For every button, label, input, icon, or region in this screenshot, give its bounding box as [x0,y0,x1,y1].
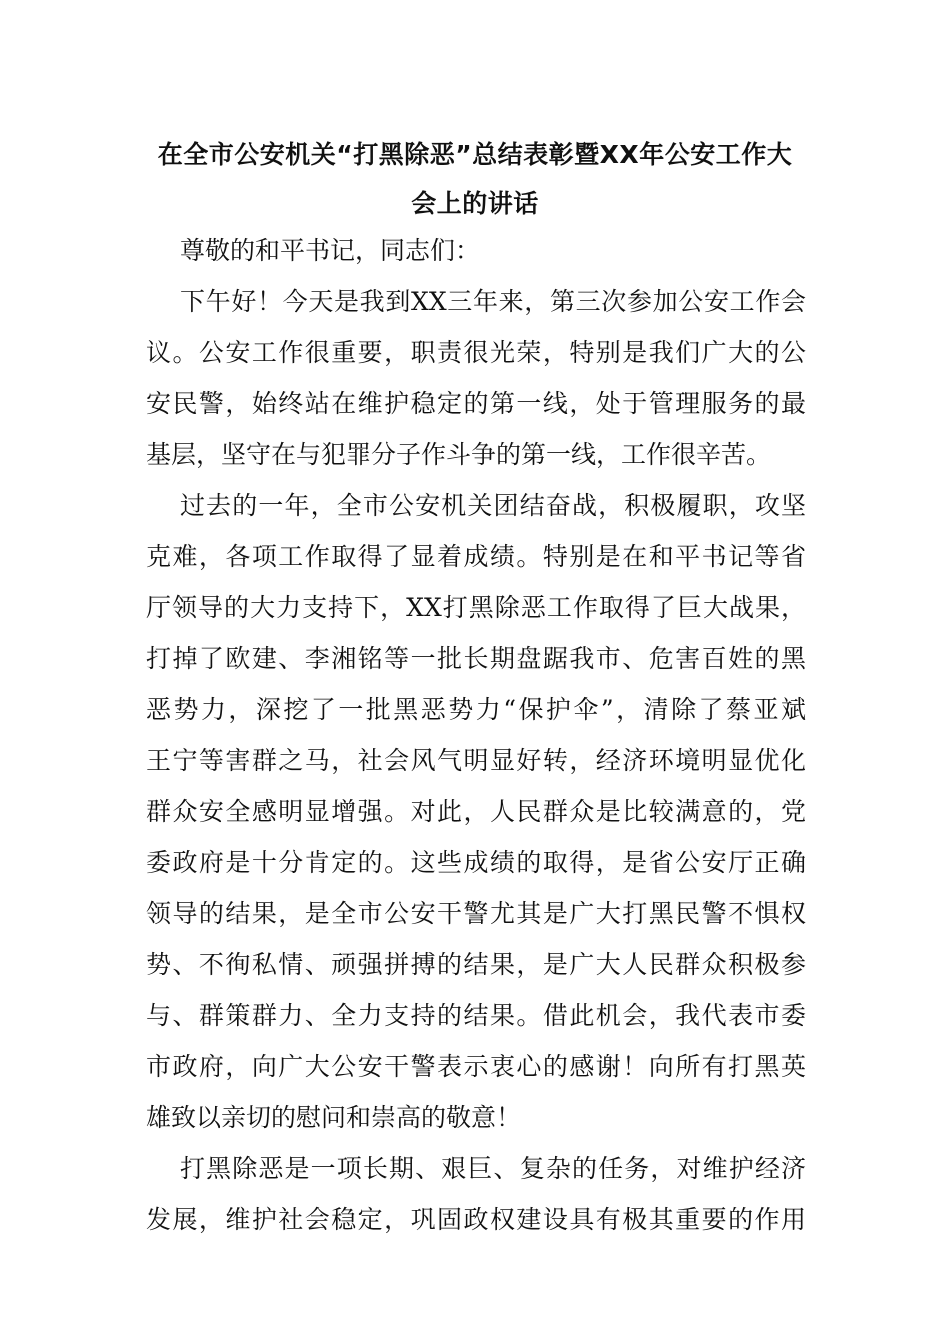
paragraph-1-line-4: 基层，坚守在与犯罪分子作斗争的第一线，工作很辛苦。 [146,440,772,469]
salutation: 尊敬的和平书记，同志们： [180,236,481,265]
paragraph-3-line-1: 打黑除恶是一项长期、艰巨、复杂的任务，对维护经济 [180,1154,806,1183]
paragraph-1-line-3: 安民警，始终站在维护稳定的第一线，处于管理服务的最 [146,389,806,418]
document-title-line-1: 在全市公安机关“打黑除恶”总结表彰暨XX年公安工作大 [157,140,793,169]
paragraph-1-line-2: 议。公安工作很重要，职责很光荣，特别是我们广大的公 [146,338,806,367]
paragraph-2-line-8: 委政府是十分肯定的。这些成绩的取得，是省公安厅正确 [146,848,806,877]
paragraph-2-line-5: 恶势力，深挖了一批黑恶势力“保护伞”，清除了蔡亚斌 [146,695,806,724]
paragraph-1-line-1: 下午好！今天是我到XX三年来，第三次参加公安工作会 [180,287,806,316]
paragraph-2-line-6: 王宁等害群之马，社会风气明显好转，经济环境明显优化 [146,746,806,775]
paragraph-2-line-3: 厅领导的大力支持下，XX打黑除恶工作取得了巨大战果， [146,593,806,622]
paragraph-2-line-10: 势、不徇私情、顽强拼搏的结果，是广大人民群众积极参 [146,950,806,979]
paragraph-2-line-7: 群众安全感明显增强。对此，人民群众是比较满意的，党 [146,797,806,826]
paragraph-2-line-13: 雄致以亲切的慰问和崇高的敬意！ [146,1103,522,1132]
paragraph-2-line-1: 过去的一年，全市公安机关团结奋战，积极履职，攻坚 [180,491,806,520]
paragraph-2-line-4: 打掉了欧建、李湘铭等一批长期盘踞我市、危害百姓的黑 [146,644,806,673]
paragraph-2-line-11: 与、群策群力、全力支持的结果。借此机会，我代表市委 [146,1001,806,1030]
document-title-line-2: 会上的讲话 [411,189,539,218]
paragraph-2-line-9: 领导的结果，是全市公安干警尤其是广大打黑民警不惧权 [146,899,806,928]
paragraph-2-line-2: 克难，各项工作取得了显着成绩。特别是在和平书记等省 [146,542,806,571]
paragraph-3-line-2: 发展，维护社会稳定，巩固政权建设具有极其重要的作用 [146,1205,806,1234]
paragraph-2-line-12: 市政府，向广大公安干警表示衷心的感谢！向所有打黑英 [146,1052,806,1081]
